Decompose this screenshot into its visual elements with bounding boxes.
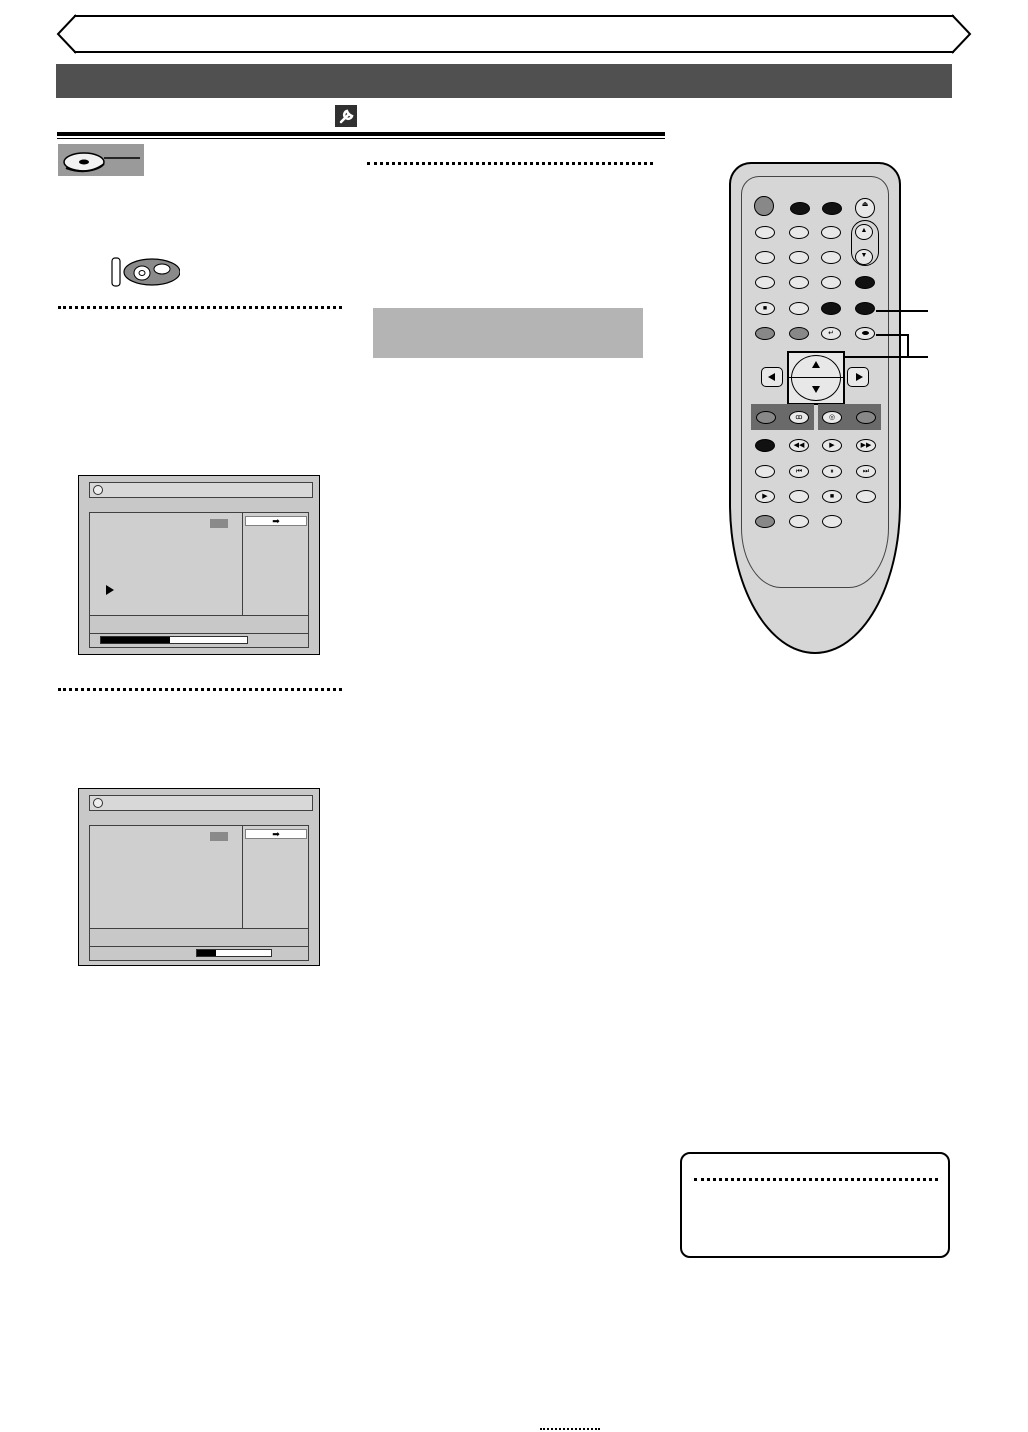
record-button[interactable] — [755, 439, 775, 452]
nav-pad-highlight — [787, 351, 845, 405]
play-button[interactable] — [822, 439, 842, 452]
stop-icon: ■ — [829, 493, 835, 500]
status-tag — [210, 832, 228, 841]
eject-icon: ⏏ — [861, 201, 869, 208]
skip-back-button[interactable] — [789, 465, 809, 478]
fast-forward-button[interactable] — [856, 439, 876, 452]
wrench-icon — [335, 105, 357, 127]
power-button[interactable] — [754, 196, 774, 216]
number-button[interactable] — [789, 276, 809, 289]
selected-option[interactable] — [245, 516, 307, 526]
remote-button[interactable] — [822, 515, 842, 528]
down-arrow-icon: ▼ — [860, 252, 868, 259]
status-tag — [210, 519, 228, 528]
page-footer-mark — [540, 1428, 600, 1430]
number-button[interactable] — [821, 251, 841, 264]
up-button[interactable] — [789, 353, 843, 377]
rewind-button[interactable] — [789, 439, 809, 452]
separator-left-2 — [58, 688, 342, 691]
number-button[interactable] — [755, 251, 775, 264]
number-button[interactable] — [755, 276, 775, 289]
callout-line-3 — [845, 356, 928, 358]
dvd-button[interactable] — [856, 411, 876, 424]
skip-back-icon: ⏮ — [795, 468, 803, 475]
skip-forward-button[interactable] — [856, 465, 876, 478]
subheading-rule-thin — [57, 138, 665, 139]
screen-title-bar — [89, 795, 313, 811]
number-button[interactable] — [789, 226, 809, 239]
disc-badge — [58, 144, 144, 176]
vcr-tape-button[interactable] — [789, 411, 809, 424]
stop-record-button[interactable] — [755, 302, 775, 315]
progress-fill — [101, 637, 170, 643]
eject-button[interactable] — [855, 198, 875, 218]
number-button[interactable] — [821, 276, 841, 289]
remote-button[interactable] — [790, 202, 810, 215]
pause-button[interactable] — [822, 465, 842, 478]
disc-insert-icon — [108, 254, 180, 290]
callout-line-vertical — [907, 334, 909, 358]
number-button[interactable] — [821, 226, 841, 239]
info-box — [373, 308, 643, 358]
banner-right-tip — [950, 14, 972, 54]
remote-button[interactable] — [755, 515, 775, 528]
screen-footer — [89, 616, 309, 648]
remote-button[interactable] — [789, 302, 809, 315]
disc-icon: ◎ — [828, 414, 836, 421]
left-arrow-icon — [768, 373, 775, 381]
channel-up-button[interactable] — [855, 224, 873, 240]
selected-option[interactable] — [245, 829, 307, 839]
banner-left-tip — [56, 14, 78, 54]
number-button[interactable] — [755, 226, 775, 239]
stop-icon: ■ — [762, 305, 768, 312]
progress-bar — [196, 949, 272, 957]
play-icon: ▶ — [829, 442, 835, 449]
vcr-button[interactable] — [756, 411, 776, 424]
disc-icon — [93, 485, 103, 495]
separator-left-1 — [58, 306, 342, 309]
remote-button[interactable] — [789, 490, 809, 503]
stop-button[interactable] — [822, 490, 842, 503]
screen-menu-panel — [89, 512, 309, 616]
skip-forward-icon: ⏭ — [862, 468, 870, 475]
arrow-right-icon: ➡ — [272, 516, 280, 526]
right-arrow-icon — [856, 373, 863, 381]
up-arrow-icon: ▲ — [860, 227, 868, 234]
fast-forward-icon: ▶▶ — [860, 442, 872, 449]
remote-button[interactable] — [755, 490, 775, 503]
number-button[interactable] — [789, 251, 809, 264]
remote-button[interactable] — [755, 327, 775, 340]
arrow-right-icon: ➡ — [272, 829, 280, 839]
disc-icon — [58, 144, 144, 176]
note-box — [680, 1152, 950, 1258]
progress-bar — [100, 636, 248, 644]
remote-button[interactable] — [855, 276, 875, 289]
enter-button[interactable] — [855, 327, 875, 340]
remote-button[interactable] — [755, 465, 775, 478]
up-arrow-icon — [812, 361, 820, 368]
screen-top — [78, 475, 320, 655]
tape-icon: ꝏ — [795, 414, 803, 421]
remote-button[interactable] — [789, 327, 809, 340]
enter-icon: ↵ — [828, 330, 834, 337]
setup-button[interactable] — [855, 302, 875, 315]
progress-fill — [197, 950, 216, 956]
remote-button[interactable] — [856, 490, 876, 503]
down-arrow-icon — [812, 386, 820, 393]
play-icon — [106, 585, 114, 595]
right-button[interactable] — [847, 367, 869, 387]
screen-bottom — [78, 788, 320, 966]
remote-button[interactable] — [789, 515, 809, 528]
disc-icon — [93, 798, 103, 808]
down-button[interactable] — [789, 378, 843, 403]
remote-button[interactable] — [821, 302, 841, 315]
section-title-bar — [56, 64, 952, 98]
callout-line-1 — [876, 310, 928, 312]
screen-title-bar — [89, 482, 313, 498]
pause-icon: ⏸ — [830, 468, 834, 475]
subheading-rule — [57, 132, 665, 136]
dvd-disc-button[interactable] — [822, 411, 842, 424]
screen-menu-panel — [89, 825, 309, 929]
separator-right-1 — [367, 162, 653, 165]
remote-button[interactable] — [822, 202, 842, 215]
callout-line-2 — [876, 334, 908, 336]
left-button[interactable] — [761, 367, 783, 387]
rewind-icon: ◀◀ — [793, 442, 805, 449]
screen-footer — [89, 929, 309, 961]
channel-down-button[interactable] — [855, 249, 873, 265]
return-button[interactable] — [821, 327, 841, 340]
play-icon: ▶ — [762, 493, 768, 500]
